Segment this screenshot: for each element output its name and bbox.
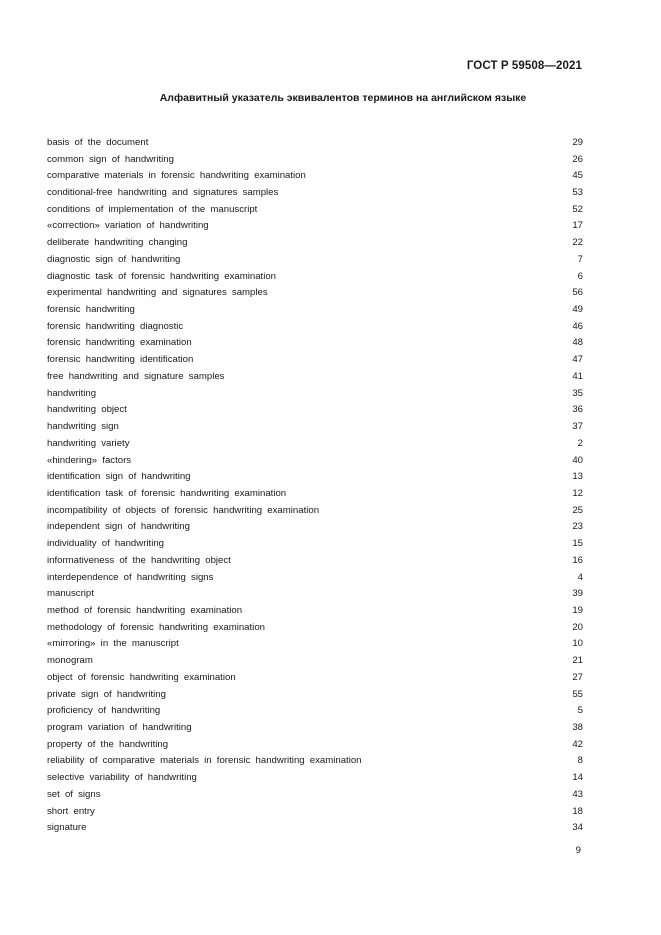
index-term: conditions of implementation of the manuscript — [47, 203, 258, 215]
index-term: proficiency of handwriting — [47, 705, 161, 717]
index-entry — [47, 134, 583, 151]
index-term-number: 4 — [577, 571, 583, 583]
index-term: experimental handwriting and signatures samples — [47, 287, 268, 299]
index-entry — [47, 251, 583, 268]
index-entry — [47, 201, 583, 218]
index-term-number: 29 — [572, 136, 583, 148]
index-entry — [47, 786, 583, 803]
index-entry — [47, 485, 583, 502]
index-term-number: 55 — [572, 688, 583, 700]
index-entry — [47, 585, 583, 602]
index-term: diagnostic sign of handwriting — [47, 253, 181, 265]
index-term: «correction» variation of handwriting — [47, 220, 209, 232]
index-entry — [47, 652, 583, 669]
index-term-number: 17 — [572, 220, 583, 232]
index-entry — [47, 418, 583, 435]
index-entry — [47, 368, 583, 385]
index-term: independent sign of handwriting — [47, 521, 190, 533]
index-entry — [47, 819, 583, 836]
index-entry — [47, 318, 583, 335]
index-entry — [47, 619, 583, 636]
index-entry — [47, 753, 583, 770]
index-term-number: 23 — [572, 521, 583, 533]
index-entry — [47, 351, 583, 368]
index-term: handwriting sign — [47, 421, 119, 433]
index-term-number: 35 — [572, 387, 583, 399]
index-entry — [47, 468, 583, 485]
index-term-number: 26 — [572, 153, 583, 165]
index-entry — [47, 602, 583, 619]
index-term: identification sign of handwriting — [47, 471, 191, 483]
index-term-number: 13 — [572, 471, 583, 483]
index-term-number: 8 — [577, 755, 583, 767]
index-term: forensic handwriting — [47, 304, 135, 316]
index-term: conditional-free handwriting and signatures samples — [47, 187, 279, 199]
index-entry — [47, 736, 583, 753]
index-term: property of the handwriting — [47, 738, 169, 750]
index-term-number: 39 — [572, 588, 583, 600]
index-term-number: 19 — [572, 604, 583, 616]
index-entry — [47, 535, 583, 552]
index-term-number: 49 — [572, 304, 583, 316]
index-term-number: 47 — [572, 354, 583, 366]
index-term-number: 53 — [572, 187, 583, 199]
index-term: forensic handwriting identification — [47, 354, 194, 366]
term-index-list — [47, 134, 583, 836]
index-term: handwriting variety — [47, 437, 130, 449]
index-term-number: 52 — [572, 203, 583, 215]
index-term-number: 41 — [572, 370, 583, 382]
index-term: handwriting object — [47, 404, 127, 416]
index-term-number: 20 — [572, 621, 583, 633]
index-term-number: 38 — [572, 722, 583, 734]
index-entry — [47, 719, 583, 736]
index-term: common sign of handwriting — [47, 153, 174, 165]
index-term: short entry — [47, 805, 95, 817]
index-term: «hindering» factors — [47, 454, 132, 466]
index-title: Алфавитный указатель эквивалентов терминов на английском языке — [159, 92, 527, 104]
index-entry — [47, 284, 583, 301]
index-term-number: 48 — [572, 337, 583, 349]
index-term-number: 42 — [572, 738, 583, 750]
index-entry — [47, 702, 583, 719]
index-entry — [47, 636, 583, 653]
index-term: basis of the document — [47, 136, 149, 148]
index-entry — [47, 803, 583, 820]
index-term-number: 25 — [572, 504, 583, 516]
index-term: identification task of forensic handwriting examination — [47, 487, 287, 499]
index-term-number: 15 — [572, 538, 583, 550]
index-term-number: 12 — [572, 487, 583, 499]
index-entry — [47, 385, 583, 402]
index-entry — [47, 218, 583, 235]
index-term-number: 46 — [572, 320, 583, 332]
index-entry — [47, 234, 583, 251]
index-term: diagnostic task of forensic handwriting examination — [47, 270, 277, 282]
index-term-number: 21 — [572, 655, 583, 667]
index-term: method of forensic handwriting examination — [47, 604, 243, 616]
index-term: program variation of handwriting — [47, 722, 192, 734]
index-term-number: 45 — [572, 170, 583, 182]
index-term-number: 14 — [572, 772, 583, 784]
index-term: signature — [47, 822, 87, 834]
index-term-number: 27 — [572, 671, 583, 683]
index-term: selective variability of handwriting — [47, 772, 197, 784]
index-term-number: 36 — [572, 404, 583, 416]
index-term: informativeness of the handwriting object — [47, 554, 231, 566]
index-entry — [47, 184, 583, 201]
index-term: «mirroring» in the manuscript — [47, 638, 179, 650]
index-entry — [47, 151, 583, 168]
index-entry — [47, 452, 583, 469]
index-term: set of signs — [47, 788, 101, 800]
index-term-number: 10 — [572, 638, 583, 650]
index-term: interdependence of handwriting signs — [47, 571, 214, 583]
index-term-number: 18 — [572, 805, 583, 817]
index-term-number: 6 — [577, 270, 583, 282]
index-entry — [47, 686, 583, 703]
index-term: reliability of comparative materials in forensic handwriting examination — [47, 755, 362, 767]
index-term: comparative materials in forensic handwriting examination — [47, 170, 306, 182]
page-number: 9 — [575, 845, 581, 856]
index-term-number: 34 — [572, 822, 583, 834]
index-term: handwriting — [47, 387, 97, 399]
index-entry — [47, 301, 583, 318]
index-term: free handwriting and signature samples — [47, 370, 225, 382]
index-term: individuality of handwriting — [47, 538, 164, 550]
index-term-number: 40 — [572, 454, 583, 466]
index-term: private sign of handwriting — [47, 688, 166, 700]
index-term-number: 56 — [572, 287, 583, 299]
index-term-number: 43 — [572, 788, 583, 800]
index-entry — [47, 268, 583, 285]
index-entry — [47, 167, 583, 184]
index-term: object of forensic handwriting examination — [47, 671, 236, 683]
index-term: deliberate handwriting changing — [47, 237, 188, 249]
index-term-number: 16 — [572, 554, 583, 566]
index-entry — [47, 435, 583, 452]
index-term-number: 7 — [577, 253, 583, 265]
index-entry — [47, 769, 583, 786]
index-term: methodology of forensic handwriting examination — [47, 621, 265, 633]
index-entry — [47, 669, 583, 686]
index-entry — [47, 519, 583, 536]
index-entry — [47, 569, 583, 586]
index-term: forensic handwriting diagnostic — [47, 320, 184, 332]
index-entry — [47, 402, 583, 419]
index-entry — [47, 552, 583, 569]
index-entry — [47, 335, 583, 352]
index-term: incompatibility of objects of forensic handwriting examination — [47, 504, 320, 516]
index-term-number: 22 — [572, 237, 583, 249]
index-term-number: 5 — [577, 705, 583, 717]
index-entry — [47, 502, 583, 519]
index-term: monogram — [47, 655, 93, 667]
index-term-number: 37 — [572, 421, 583, 433]
index-term: forensic handwriting examination — [47, 337, 192, 349]
index-term: manuscript — [47, 588, 94, 600]
standard-designation: ГОСТ Р 59508—2021 — [466, 60, 582, 72]
index-term-number: 2 — [577, 437, 583, 449]
